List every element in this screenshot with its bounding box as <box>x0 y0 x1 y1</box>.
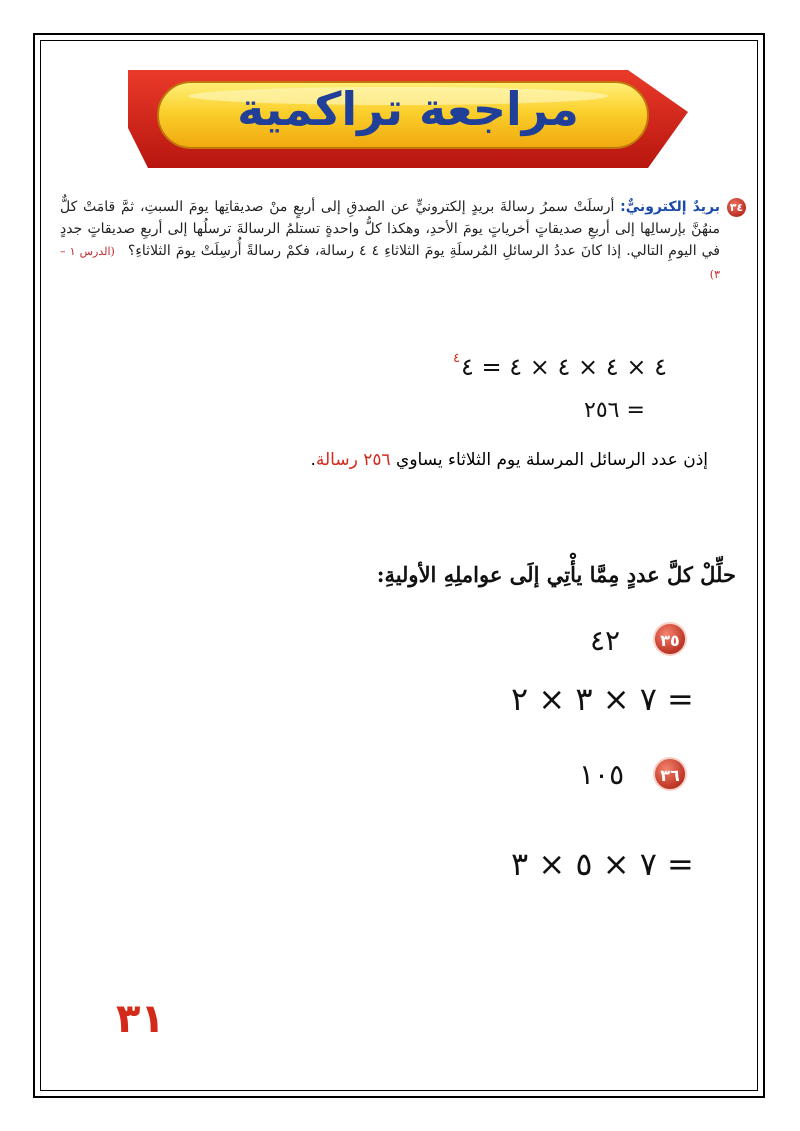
problem-34-text-block <box>60 196 720 286</box>
answer-highlight: ٢٥٦ رسالة <box>315 450 391 470</box>
problem-34-reference: (الدرس ١ – ٣) <box>60 245 720 281</box>
answer-prefix: إذن عدد الرسائل المرسلة يوم الثلاثاء يساوي <box>396 450 708 470</box>
answer-suffix: . <box>310 450 316 470</box>
instruction-heading: حلِّلْ كلَّ عددٍ مِمَّا يأْتِي إلَى عواملِهِ الأوليةِ: <box>376 562 736 587</box>
problem-34-term: بريدٌ إلكترونيٌّ: <box>620 199 721 215</box>
equation-result: ٢٥٦ = <box>584 398 645 423</box>
equation-power <box>452 353 667 381</box>
problem-36-badge: ٣٦ <box>653 757 687 791</box>
equation-power-left: ٤ × ٤ × ٤ × ٤ = <box>481 353 667 381</box>
answer-line <box>310 450 708 470</box>
problem-34 <box>60 196 746 286</box>
problem-36-factorization: ٧ × ٥ × ٣ = <box>511 845 694 883</box>
problem-36-value: ١٠٥ <box>579 758 625 791</box>
page-title: مراجعة تراكمية <box>237 82 579 136</box>
problem-35-badge: ٣٥ <box>653 622 687 656</box>
equation-power-exponent: ٤ <box>453 351 460 366</box>
problem-35-factorization: ٧ × ٣ × ٢ = <box>511 680 694 718</box>
title-banner <box>128 68 688 178</box>
page-number: ٣١ <box>116 996 165 1042</box>
problem-34-badge: ٣٤ <box>727 198 746 217</box>
problem-35-value: ٤٢ <box>590 624 621 657</box>
problem-34-statement: أرسلَتْ سمرُ رسالةَ بريدٍ إلكترونيٍّ عن الصدقِ إلى أربعٍ منْ صديقاتِها يومَ السبتِ، ثمَّ قامَتْ كلٌّ منهُنَّ بإرسالِها إلى أربعِ صديقاتٍ أخرياتٍ يومَ الأحدِ، وهكذا كلُّ واحدةٍ تستلمُ الرسالةَ ترسلُها إلى أربعِ صديقاتٍ جددٍ في اليومِ التالي. إذا كانَ عددُ الرسائلِ المُرسلَةِ يومَ الثلاثاءِ ٤ ٤ رسالة، فكمْ رسالةً أُرسِلَتْ يومَ الثلاثاءِ؟ <box>60 199 720 259</box>
equation-power-base: ٤ <box>460 353 474 381</box>
